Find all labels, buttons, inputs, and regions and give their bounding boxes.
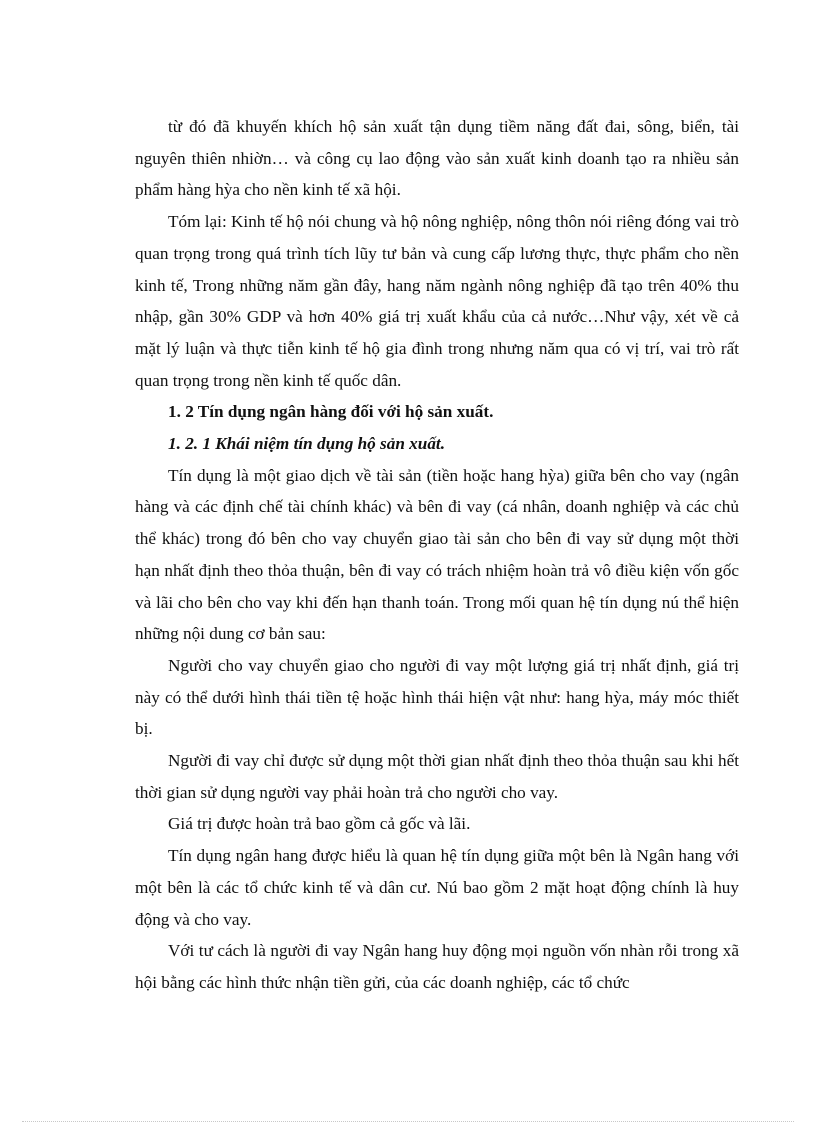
paragraph: Tín dụng là một giao dịch về tài sản (tiền hoặc hang hỳa) giữa bên cho vay (ngân hàng và các định chế tài chính khác) và bên đi vay (cá nhân, doanh nghiệp và các chủ thể khác) trong đó bên cho vay chuyển giao tài sản cho bên đi vay sử dụng một thời hạn nhất định theo thỏa thuận, bên đi vay có trách nhiệm hoàn trả vô điều kiện vốn gốc và lãi cho bên cho vay khi đến hạn thanh toán. Trong mối quan hệ tín dụng nú thể hiện những nội dung cơ bản sau: xyxy=(135,465,739,644)
document-page xyxy=(135,111,739,999)
page-bottom-rule xyxy=(22,1121,794,1122)
section-heading: 1. 2 Tín dụng ngân hàng đối với hộ sản xuất. xyxy=(168,402,494,422)
paragraph: từ đó đã khuyến khích hộ sản xuất tận dụng tiềm năng đất đai, sông, biển, tài nguyên thiên nhiờn… và công cụ lao động vào sản xuất kinh doanh tạo ra nhiều sản phẩm hàng hỳa cho nền kinh tế xã hội. xyxy=(135,117,739,200)
paragraph: Giá trị được hoàn trả bao gồm cả gốc và lãi. xyxy=(168,814,471,834)
paragraph: Tín dụng ngân hang được hiểu là quan hệ tín dụng giữa một bên là Ngân hang với một bên là các tổ chức kinh tế và dân cư. Nú bao gồm 2 mặt hoạt động chính là huy động và cho vay. xyxy=(135,846,739,929)
paragraph: Người đi vay chỉ được sử dụng một thời gian nhất định theo thỏa thuận sau khi hết thời gian sử dụng người vay phải hoàn trả cho người cho vay. xyxy=(135,751,739,802)
paragraph: Với tư cách là người đi vay Ngân hang huy động mọi nguồn vốn nhàn rỗi trong xã hội bằng các hình thức nhận tiền gửi, của các doanh nghiệp, các tổ chức xyxy=(135,941,739,992)
paragraph: Tóm lại: Kinh tế hộ nói chung và hộ nông nghiệp, nông thôn nói riêng đóng vai trò quan trọng trong quá trình tích lũy tư bản và cung cấp lương thực, thực phẩm cho nền kinh tế, Trong những năm gần đây, hang năm ngành nông nghiệp đã tạo trên 40% thu nhập, gần 30% GDP và hơn 40% giá trị xuất khẩu của cả nước…Như vậy, xét về cả mặt lý luận và thực tiễn kinh tế hộ gia đình trong nhưng năm qua có vị trí, vai trò rất quan trọng trong nền kinh tế quốc dân. xyxy=(135,212,739,390)
subsection-heading: 1. 2. 1 Khái niệm tín dụng hộ sản xuất. xyxy=(168,434,445,454)
paragraph: Người cho vay chuyển giao cho người đi vay một lượng giá trị nhất định, giá trị này có thể dưới hình thái tiền tệ hoặc hình thái hiện vật như: hang hỳa, máy móc thiết bị. xyxy=(135,655,739,739)
